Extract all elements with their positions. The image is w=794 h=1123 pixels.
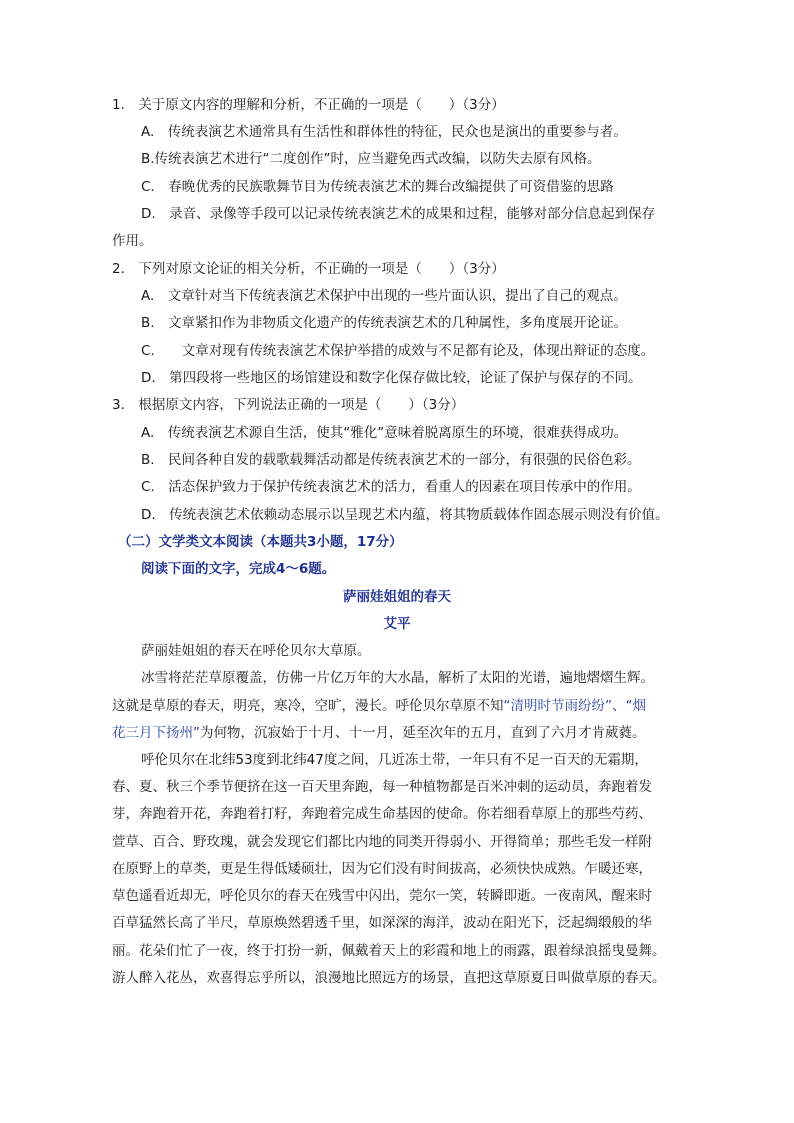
passage-paragraph-3-line-4: 萱草、百合、野玫瑰，就会发现它们都比内地的同类开得弱小、开得简单；那些毛发一样附 (112, 834, 652, 850)
passage-paragraph-3-line-2: 春、夏、秋三个季节便挤在这一百天里奔跑，每一种植物都是百米冲刺的运动员，奔跑着发 (112, 779, 652, 795)
poem-quote: “清明时节雨纷纷”、“烟 (503, 698, 646, 714)
passage-paragraph-3-line-9: 游人醉入花丛，欢喜得忘乎所以，浪漫地比照远方的场景，直把这草原夏日叫做草原的春天。 (112, 970, 666, 986)
passage-author: 艾平 (383, 616, 411, 632)
passage-paragraph-2-line-1: 冰雪将茫茫草原覆盖，仿佛一片亿万年的大水晶，解析了太阳的光谱，遍地熠熠生辉。 (141, 670, 654, 686)
question-3-option-d: D. 传统表演艺术依赖动态展示以呈现艺术内蕴，将其物质载体作固态展示则没有价值。 (141, 507, 669, 523)
passage-text-segment: 为何物，沉寂始于十月、十一月，延至次年的五月，直到了六月才肯葳蕤。 (200, 725, 646, 741)
question-1-option-b: B.传统表演艺术进行“二度创作”时，应当避免西式改编，以防失去原有风格。 (141, 151, 601, 167)
question-2-option-b: B. 文章紧扣作为非物质文化遗产的传统表演艺术的几种属性，多角度展开论证。 (141, 315, 628, 331)
section-instruction: 阅读下面的文字，完成4～6题。 (141, 561, 336, 577)
question-2-stem: 2. 下列对原文论证的相关分析，不正确的一项是（ ）（3分） (112, 261, 505, 277)
passage-title: 萨丽娃姐姐的春天 (343, 589, 451, 605)
question-3-stem: 3. 根据原文内容，下列说法正确的一项是（ ）（3分） (112, 397, 465, 413)
question-2-option-d: D. 第四段将一些地区的场馆建设和数字化保存做比较，论证了保护与保存的不同。 (141, 370, 642, 386)
passage-paragraph-3-line-8: 丽。花朵们忙了一夜，终于打扮一新，佩戴着天上的彩霞和地上的雨露，跟着绿浪摇曳曼舞。 (112, 943, 666, 959)
question-2-option-a: A. 文章针对当下传统表演艺术保护中出现的一些片面认识，提出了自己的观点。 (141, 288, 627, 304)
section-heading: （二）文学类文本阅读（本题共3小题，17分） (118, 534, 403, 550)
passage-paragraph-2-line-2 (112, 696, 646, 716)
passage-text-segment: 这就是草原的春天，明亮，寒冷，空旷，漫长。呼伦贝尔草原不知 (112, 698, 504, 714)
passage-paragraph-3-line-3: 芽，奔跑着开花，奔跑着打籽，奔跑着完成生命基因的使命。你若细看草原上的那些芍药、 (112, 806, 652, 822)
question-3-option-b: B. 民间各种自发的载歌载舞活动都是传统表演艺术的一部分，有很强的民俗色彩。 (141, 452, 641, 468)
question-1-option-d-continuation: 作用。 (112, 233, 153, 249)
question-3-option-a: A. 传统表演艺术源自生活，使其“雅化”意味着脱离原生的环境，很难获得成功。 (141, 425, 628, 441)
question-1-option-c: C. 春晚优秀的民族歌舞节目为传统表演艺术的舞台改编提供了可资借鉴的思路 (141, 179, 614, 195)
question-2-option-c: C. 文章对现有传统表演艺术保护举措的成效与不足都有论及，体现出辩证的态度。 (141, 343, 655, 359)
question-1-stem: 1. 关于原文内容的理解和分析，不正确的一项是（ ）（3分） (112, 97, 505, 113)
question-1-option-d: D. 录音、录像等手段可以记录传统表演艺术的成果和过程，能够对部分信息起到保存 (141, 206, 656, 222)
poem-quote: 花三月下扬州” (112, 725, 200, 741)
passage-paragraph-3-line-1: 呼伦贝尔在北纬53度到北纬47度之间，几近冻土带，一年只有不足一百天的无霜期， (141, 752, 648, 768)
passage-paragraph-3-line-7: 百草猛然长高了半尺，草原焕然碧透千里，如深深的海洋，波动在阳光下，泛起绸缎般的华 (112, 915, 652, 931)
question-3-option-c: C. 活态保护致力于保护传统表演艺术的活力，看重人的因素在项目传承中的作用。 (141, 479, 641, 495)
passage-paragraph-3-line-5: 在原野上的草类，更是生得低矮硕壮，因为它们没有时间拔高，必须快快成熟。乍暖还寒， (112, 861, 652, 877)
passage-paragraph-1: 萨丽娃姐姐的春天在呼伦贝尔大草原。 (141, 643, 371, 659)
question-1-option-a: A. 传统表演艺术通常具有生活性和群体性的特征，民众也是演出的重要参与者。 (141, 124, 627, 140)
passage-paragraph-3-line-6: 草色遥看近却无，呼伦贝尔的春天在残雪中闪出，莞尔一笑，转瞬即逝。一夜南风，醒来时 (112, 888, 652, 904)
passage-paragraph-2-line-3 (112, 723, 646, 743)
